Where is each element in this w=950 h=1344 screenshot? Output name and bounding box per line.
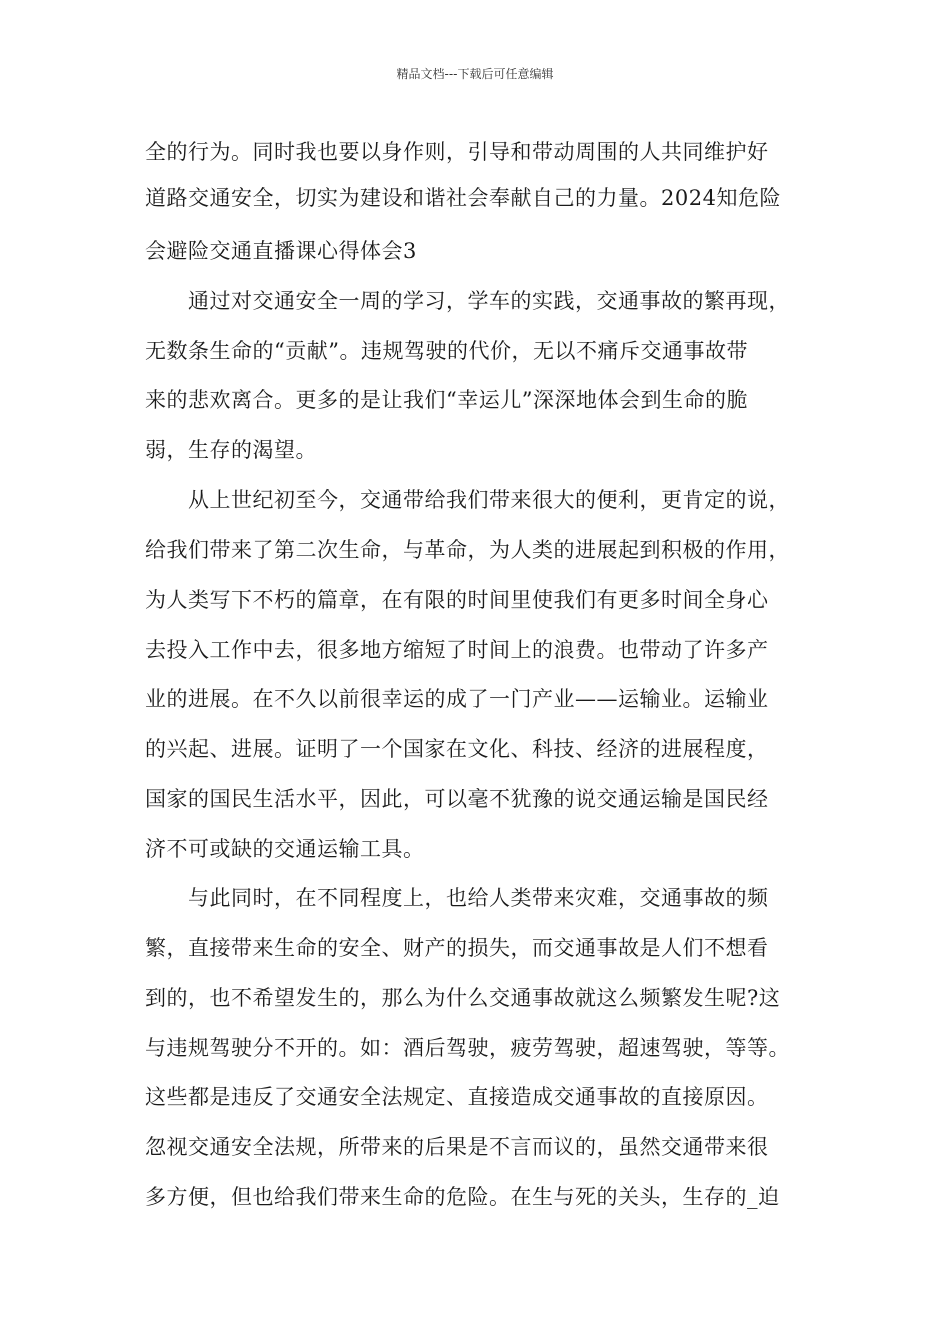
text-line-13: 的兴起、进展。证明了一个国家在文化、科技、经济的进展程度，: [145, 737, 769, 761]
text-line-8: 从上世纪初至今，交通带给我们带来很大的便利，更肯定的说，: [145, 488, 790, 512]
text-line-21: 忽视交通安全法规，所带来的后果是不言而议的，虽然交通带来很: [145, 1135, 769, 1159]
text-line-16: 与此同时，在不同程度上，也给人类带来灾难，交通事故的频: [145, 886, 769, 910]
text-line-15: 济不可或缺的交通运输工具。: [145, 837, 425, 861]
text-line-9: 给我们带来了第二次生命，与革命，为人类的进展起到积极的作用，: [145, 538, 790, 562]
text-line-1: 全的行为。同时我也要以身作则，引导和带动周围的人共同维护好: [145, 140, 769, 164]
text-line-12: 业的进展。在不久以前很幸运的成了一门产业——运输业。运输业: [145, 687, 769, 711]
text-line-2: 道路交通安全，切实为建设和谐社会奉献自己的力量。2024知危险: [145, 186, 781, 210]
text-line-5: 无数条生命的“贡献”。违规驾驶的代价，无以不痛斥交通事故带: [145, 339, 748, 363]
text-line-20: 这些都是违反了交通安全法规定、直接造成交通事故的直接原因。: [145, 1085, 769, 1109]
text-line-3: 会避险交通直播课心得体会3: [145, 239, 417, 263]
text-line-7: 弱，生存的渴望。: [145, 438, 317, 462]
text-line-11: 去投入工作中去，很多地方缩短了时间上的浪费。也带动了许多产: [145, 638, 769, 662]
page-header: 精品文档---下载后可任意编辑: [396, 67, 554, 81]
text-line-17: 繁，直接带来生命的安全、财产的损失，而交通事故是人们不想看: [145, 936, 769, 960]
text-line-19: 与违规驾驶分不开的。如：酒后驾驶，疲劳驾驶，超速驾驶，等等。: [145, 1036, 790, 1060]
text-line-4: 通过对交通安全一周的学习，学车的实践，交通事故的繁再现，: [145, 289, 790, 313]
text-line-22: 多方便，但也给我们带来生命的危险。在生与死的关头，生存的_迫: [145, 1185, 780, 1209]
text-line-6: 来的悲欢离合。更多的是让我们“幸运儿”深深地体会到生命的脆: [145, 388, 748, 412]
text-line-10: 为人类写下不朽的篇章，在有限的时间里使我们有更多时间全身心: [145, 588, 769, 612]
text-line-18: 到的，也不希望发生的，那么为什么交通事故就这么频繁发生呢?这: [145, 986, 781, 1010]
text-line-14: 国家的国民生活水平，因此，可以毫不犹豫的说交通运输是国民经: [145, 787, 769, 811]
